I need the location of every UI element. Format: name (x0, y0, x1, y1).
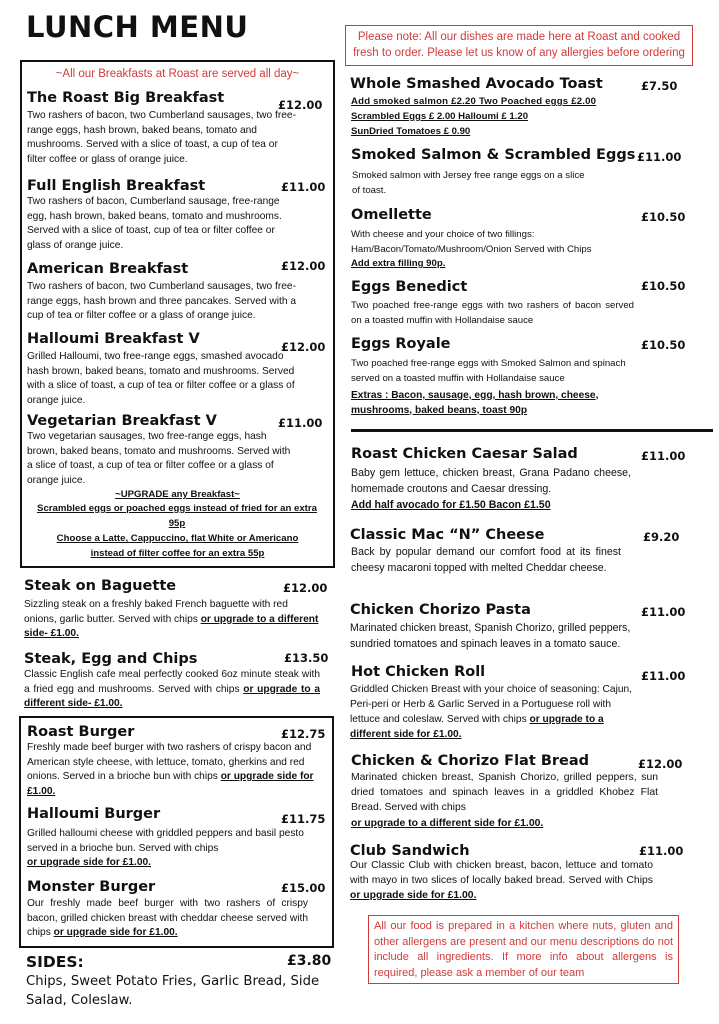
upgrade-link: or upgrade side for £1.00. (27, 771, 314, 797)
item-extras: SunDried Tomatoes £ 0.90 (351, 126, 471, 137)
item-description: Two poached free-range eggs with Smoked Salmon and spinach served on a toasted muffin with Hollandaise sauce (351, 358, 626, 384)
item-description: Baby gem lettuce, chicken breast, Grana Padano cheese, homemade croutons and Caesar dressing. (351, 467, 631, 495)
item-description: Grilled Halloumi, two free-range eggs, smashed avocado hash brown, baked beans, tomato and mushrooms. Served with a slice of toast, a cup of tea or filter coffee or a glass of orange juice. (27, 351, 295, 406)
item-extras: Add smoked salmon £2.20 Two Poached eggs £2.00 (351, 96, 597, 107)
item-price: £11.00 (641, 605, 686, 619)
desc-text: Grilled halloumi cheese with griddled peppers and basil pesto served in a brioche bun. Served with chips (27, 828, 304, 854)
item-name: Club Sandwich (350, 843, 470, 859)
item-name: The Roast Big Breakfast (27, 90, 225, 106)
item-price: £12.00 (278, 98, 323, 112)
item-name: Vegetarian Breakfast V (27, 413, 217, 429)
item-description (24, 668, 320, 712)
desc-text: Our Classic Club with chicken breast, bacon, lettuce and tomato with mayo in two slices of locally baked bread. Served with Chips (350, 860, 653, 886)
item-price: £13.50 (284, 651, 329, 665)
item-extras: Extras : Bacon, sausage, egg, hash brown, cheese, mushrooms, baked beans, toast 90p (351, 390, 599, 416)
item-price: £11.00 (641, 669, 686, 683)
item-price: £11.00 (639, 844, 684, 858)
item-price: £12.00 (281, 340, 326, 354)
item-name: Halloumi Breakfast V (27, 331, 200, 347)
item-price: £11.00 (281, 180, 326, 194)
item-name: Chicken Chorizo Pasta (350, 602, 531, 618)
upgrade-link: or upgrade to a different side- £1.00. (24, 613, 319, 639)
upgrade-option: Scrambled eggs or poached eggs instead of fried for an extra 95p (37, 503, 317, 529)
desc-text: Classic English cafe meal perfectly cooked 6oz minute steak with a fried egg and mushrooms. Served with chips (24, 669, 320, 695)
item-price: £11.00 (641, 449, 686, 463)
item-name: Roast Burger (27, 724, 135, 740)
item-description: Two rashers of bacon, Cumberland sausage, free-range egg, hash brown, baked beans, tomato and mushrooms. Served with a slice of toast, cup of tea or filter coffee or glass of orange juice. (27, 196, 282, 251)
item-description (24, 598, 319, 642)
item-description: Two vegetarian sausages, two free-range eggs, hash brown, baked beans, tomato and mushrooms. Served with a slice of toast, a cup of tea or filter coffee or a glass of orange juice. (27, 431, 291, 486)
item-price: £10.50 (641, 210, 686, 224)
item-name: Monster Burger (27, 879, 156, 895)
item-price: £11.00 (278, 416, 323, 430)
item-description: Two poached free-range eggs with two rashers of bacon served on a toasted muffin with Hollandaise sauce (351, 300, 634, 326)
item-price: £15.00 (281, 881, 326, 895)
item-price: £12.00 (283, 581, 328, 595)
upgrade-link: or upgrade to a different side for £1.00. (351, 818, 544, 829)
item-description (27, 741, 322, 799)
desc-text: Griddled Chicken Breast with your choice of seasoning: Cajun, Peri-peri or Herb & Garlic Served in a Portuguese roll with lettuce and coleslaw. Served with chips (350, 684, 633, 725)
item-price: £9.20 (643, 530, 680, 544)
item-description: Two rashers of bacon, two Cumberland sausages, two free-range eggs, hash brown, baked beans, tomato and mushrooms. Served with a slice of toast, a cup of tea or filter coffee or glass of orange juice. (27, 110, 296, 165)
item-extras: Scrambled Eggs £ 2.00 Halloumi £ 1.20 (351, 111, 529, 122)
item-name: Chicken & Chorizo Flat Bread (351, 753, 590, 769)
desc-text: Freshly made beef burger with two rashers of crispy bacon and American style cheese, with lettuce, tomato, gherkins and red onions. Served in a brioche bun with chips (27, 742, 312, 782)
item-name: Steak on Baguette (24, 578, 177, 594)
item-name: Hot Chicken Roll (351, 664, 486, 680)
item-description: Back by popular demand our comfort food at its finest cheesy macaroni topped with melted Cheddar cheese. (351, 546, 621, 574)
section-divider (351, 429, 713, 432)
item-extras: Add extra filling 90p. (351, 258, 446, 269)
item-description (27, 897, 308, 941)
item-description: Marinated chicken breast, Spanish Chorizo, grilled peppers, sundried tomatoes and spinach leaves in a tomato sauce. (350, 622, 631, 650)
item-price: £12.75 (281, 727, 326, 741)
breakfast-tagline: ~All our Breakfasts at Roast are served all day~ (55, 68, 300, 80)
upgrade-link: or upgrade to a different side for £1.00. (350, 714, 604, 740)
desc-text: Sizzling steak on a freshly baked French baguette with red onions, garlic butter. Served with chips (24, 599, 288, 625)
item-description (350, 858, 653, 903)
item-name: American Breakfast (27, 261, 189, 277)
item-description: Smoked salmon with Jersey free range eggs on a slice of toast. (352, 170, 585, 196)
item-description: With cheese and your choice of two fillings: Ham/Bacon/Tomato/Mushroom/Onion Served with Chips (351, 229, 592, 255)
item-price: £10.50 (641, 338, 686, 352)
item-name: Eggs Royale (351, 336, 451, 352)
item-name: Whole Smashed Avocado Toast (350, 76, 603, 92)
item-name: Steak, Egg and Chips (24, 651, 198, 667)
allergy-note-top: Please note: All our dishes are made here at Roast and cooked fresh to order. Please let us know of any allergies before ordering (345, 25, 693, 66)
item-name: Classic Mac “N” Cheese (350, 527, 545, 543)
upgrade-option: Choose a Latte, Cappuccino, flat White or Americano instead of filter coffee for an extra 55p (56, 533, 299, 559)
item-description (27, 827, 307, 871)
item-price: £12.00 (638, 757, 683, 771)
item-price: £7.50 (641, 79, 678, 93)
item-price: £11.75 (281, 812, 326, 826)
upgrade-link: or upgrade side for £1.00. (53, 927, 178, 938)
item-name: Halloumi Burger (27, 806, 161, 822)
sides-list: Chips, Sweet Potato Fries, Garlic Bread, Side Salad, Coleslaw. (26, 974, 320, 1008)
item-extras: Add half avocado for £1.50 Bacon £1.50 (351, 499, 551, 511)
item-name: Full English Breakfast (27, 178, 206, 194)
upgrade-heading: ~UPGRADE any Breakfast~ (115, 489, 240, 500)
sides-price: £3.80 (287, 953, 332, 969)
upgrade-link: or upgrade side for £1.00. (27, 857, 151, 868)
upgrade-link: or upgrade to a different side- £1.00. (24, 683, 320, 709)
item-description: Marinated chicken breast, Spanish Chorizo, grilled peppers, sun dried tomatoes and spinach leaves in a griddled Khobez Flat Bread. Served with chips (351, 772, 658, 813)
item-name: Omellette (351, 207, 432, 223)
item-price: £11.00 (637, 150, 682, 164)
item-name: Eggs Benedict (351, 279, 468, 295)
desc-text: Our freshly made beef burger with two rashers of crispy bacon, grilled chicken breast with cheddar cheese served with chips (27, 898, 308, 938)
allergy-note-bottom: All our food is prepared in a kitchen where nuts, gluten and other allergens are present and our menu descriptions do not include all ingredients. If more info about allergens is required, please ask a member of our team (368, 915, 679, 984)
item-description: Two rashers of bacon, two Cumberland sausages, two free-range eggs, hash brown and three pancakes. Served with a cup of tea or filter coffee or a glass of orange juice. (27, 281, 297, 321)
item-name: Roast Chicken Caesar Salad (351, 446, 578, 462)
sides-label: SIDES: (26, 953, 84, 971)
item-price: £10.50 (641, 279, 686, 293)
page-title: LUNCH MENU (26, 10, 249, 44)
item-price: £12.00 (281, 259, 326, 273)
upgrade-link: or upgrade side for £1.00. (350, 890, 477, 901)
item-description (350, 682, 640, 742)
item-name: Smoked Salmon & Scrambled Eggs (351, 147, 636, 163)
